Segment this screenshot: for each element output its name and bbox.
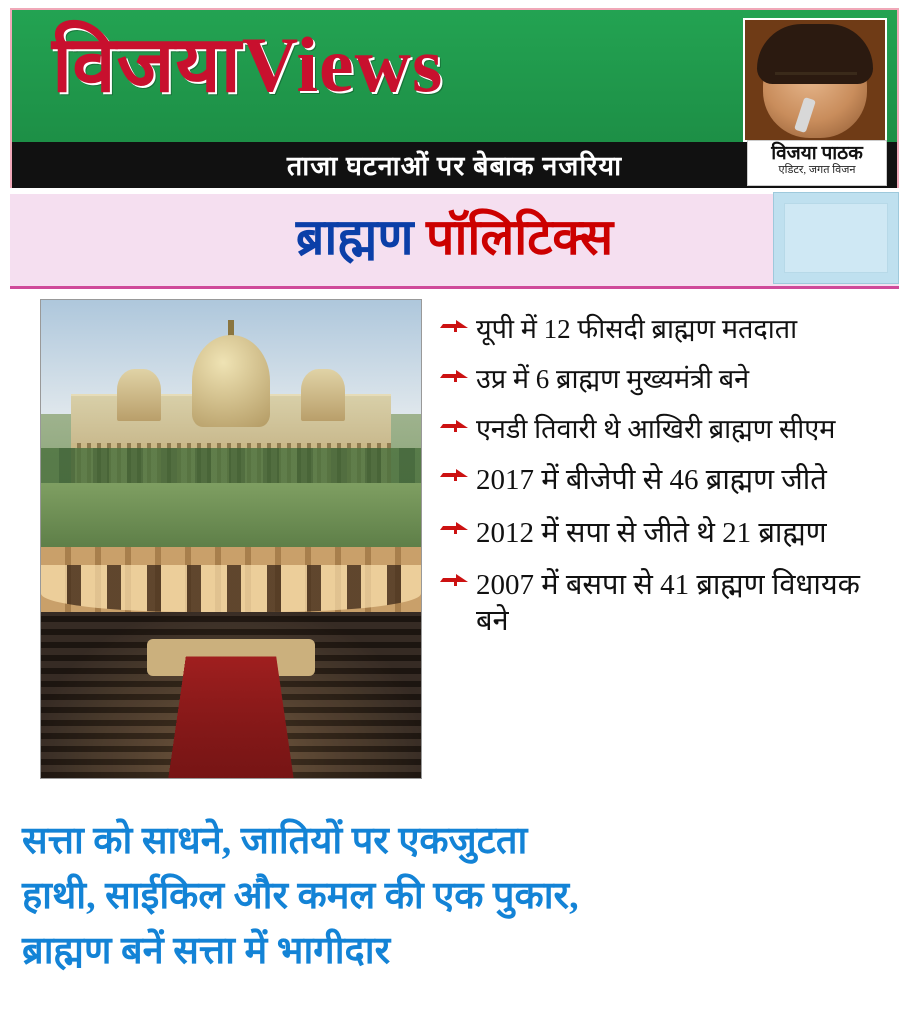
list-item bbox=[440, 567, 899, 640]
page-title bbox=[10, 210, 899, 265]
masthead bbox=[10, 8, 899, 188]
arrow-right-icon bbox=[440, 468, 470, 484]
editor-portrait bbox=[743, 18, 887, 142]
lawn bbox=[41, 483, 421, 547]
list-item-label: 2007 में बसपा से 41 ब्राह्मण विधायक बने bbox=[476, 568, 860, 637]
headline-corner-thumbnail-inner bbox=[784, 203, 888, 273]
main-content bbox=[10, 299, 899, 789]
list-item-label: उप्र में 6 ब्राह्मण मुख्यमंत्री बने bbox=[476, 363, 750, 394]
building-left-wing bbox=[117, 369, 161, 421]
glasses-icon bbox=[775, 72, 857, 91]
assembly-hall-interior-photo bbox=[41, 547, 421, 778]
arrow-right-icon bbox=[440, 319, 470, 335]
photo-column bbox=[40, 299, 422, 779]
headline-corner-thumbnail bbox=[773, 192, 899, 284]
logo-english-text: Views bbox=[241, 21, 444, 108]
list-item bbox=[440, 515, 899, 551]
list-item bbox=[440, 462, 899, 498]
editor-name: विजया पाठक bbox=[771, 143, 863, 164]
hall-arches bbox=[41, 565, 421, 611]
building-right-wing bbox=[301, 369, 345, 421]
slogan-line: हाथी, साईकिल और कमल की एक पुकार, bbox=[22, 875, 579, 918]
publication-logo bbox=[52, 21, 444, 108]
masthead-tagline: ताजा घटनाओं पर बेबाक नजरिया bbox=[286, 151, 623, 181]
list-item bbox=[440, 413, 899, 447]
list-item-label: यूपी में 12 फीसदी ब्राह्मण मतदाता bbox=[476, 314, 798, 344]
newspaper-graphic-page bbox=[0, 8, 909, 1032]
facts-list bbox=[440, 313, 899, 655]
arrow-right-icon bbox=[440, 419, 470, 435]
headline-band bbox=[10, 194, 899, 289]
logo-hindi-text: विजया bbox=[52, 21, 242, 108]
arrow-right-icon bbox=[440, 573, 470, 589]
slogan-line: ब्राह्मण बनें सत्ता में भागीदार bbox=[22, 930, 391, 973]
hall-red-carpet bbox=[167, 657, 296, 778]
list-item bbox=[440, 363, 899, 397]
building-dome bbox=[192, 335, 270, 427]
slogan-line: सत्ता को साधने, जातियों पर एकजुटता bbox=[22, 820, 528, 862]
vidhan-sabha-building-photo bbox=[41, 300, 421, 547]
editor-role: एडिटर, जगत विजन bbox=[778, 163, 856, 176]
list-item-label: एनडी तिवारी थे आखिरी ब्राह्मण सीएम bbox=[476, 413, 836, 444]
editor-name-plate bbox=[747, 140, 887, 186]
page-title-part-2: पॉलिटिक्स bbox=[426, 209, 614, 265]
arrow-right-icon bbox=[440, 369, 470, 385]
list-item-label: 2012 में सपा से जीते थे 21 ब्राह्मण bbox=[476, 516, 827, 549]
list-item-label: 2017 में बीजेपी से 46 ब्राह्मण जीते bbox=[476, 464, 827, 497]
slogan-block bbox=[0, 808, 909, 979]
page-title-part-1: ब्राह्मण bbox=[295, 209, 414, 265]
list-item bbox=[440, 313, 899, 347]
arrow-right-icon bbox=[440, 521, 470, 537]
